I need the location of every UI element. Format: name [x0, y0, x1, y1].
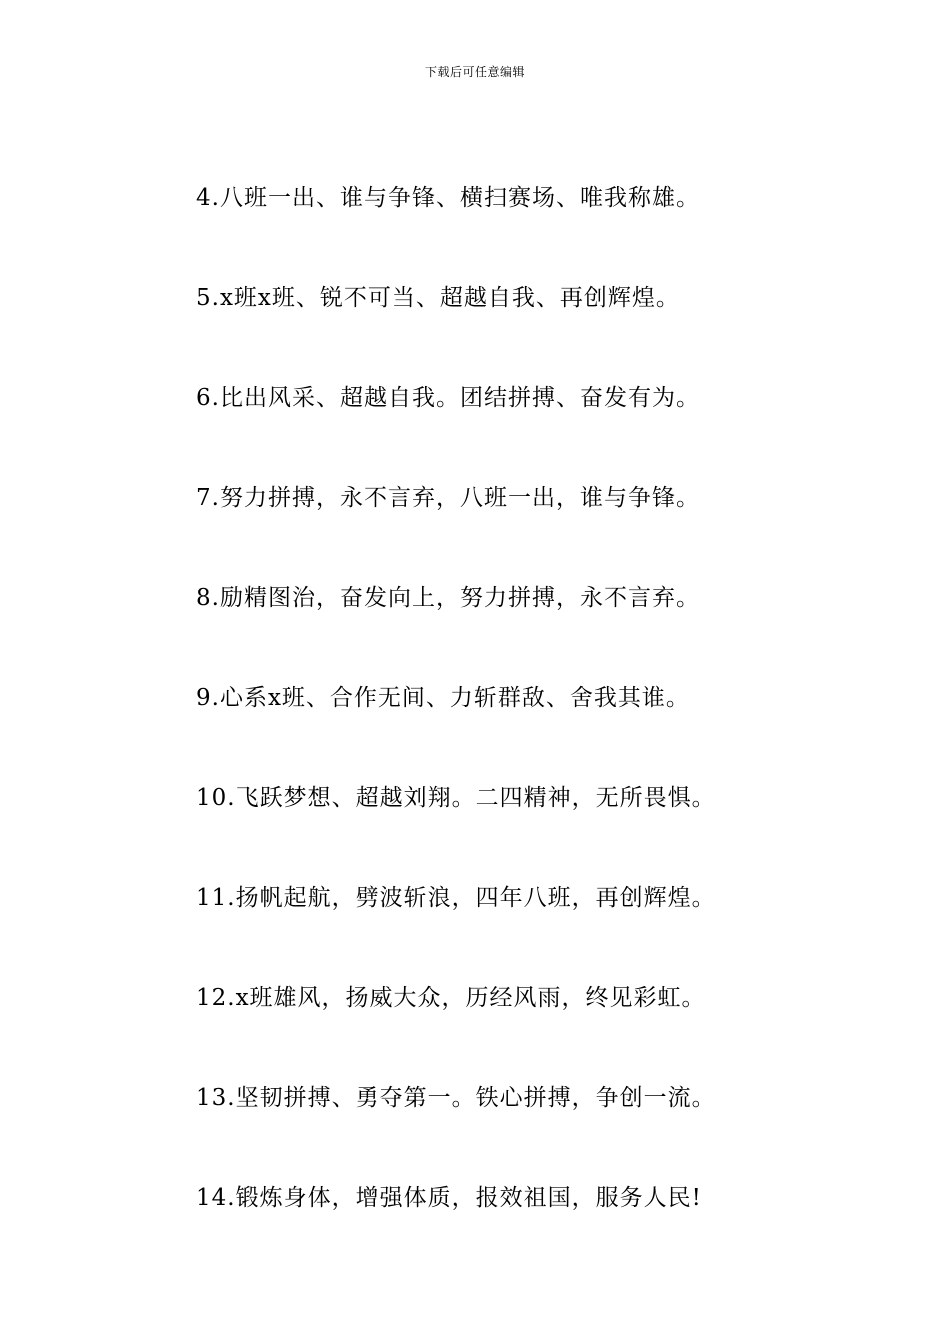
slogan-item-14: 14.锻炼身体，增强体质，报效祖国，服务人民!	[196, 1185, 702, 1211]
slogan-item-7: 7.努力拼搏，永不言弃，八班一出，谁与争锋。	[196, 485, 700, 511]
page-header-note: 下载后可任意编辑	[424, 65, 525, 79]
slogan-item-6: 6.比出风采、超越自我。团结拼搏、奋发有为。	[196, 385, 700, 411]
slogan-item-13: 13.坚韧拼搏、勇夺第一。铁心拼搏，争创一流。	[196, 1085, 716, 1111]
slogan-item-8: 8.励精图治，奋发向上，努力拼搏，永不言弃。	[196, 585, 700, 611]
slogan-item-10: 10.飞跃梦想、超越刘翔。二四精神，无所畏惧。	[196, 785, 716, 811]
slogan-item-4: 4.八班一出、谁与争锋、横扫赛场、唯我称雄。	[196, 185, 700, 211]
slogan-item-11: 11.扬帆起航，劈波斩浪，四年八班，再创辉煌。	[196, 885, 716, 911]
slogan-item-9: 9.心系x班、合作无间、力斩群敌、舍我其谁。	[196, 685, 690, 711]
slogan-item-5: 5.x班x班、锐不可当、超越自我、再创辉煌。	[196, 285, 680, 311]
slogan-item-12: 12.x班雄风，扬威大众，历经风雨，终见彩虹。	[196, 985, 706, 1011]
slogan-list	[196, 181, 716, 1281]
